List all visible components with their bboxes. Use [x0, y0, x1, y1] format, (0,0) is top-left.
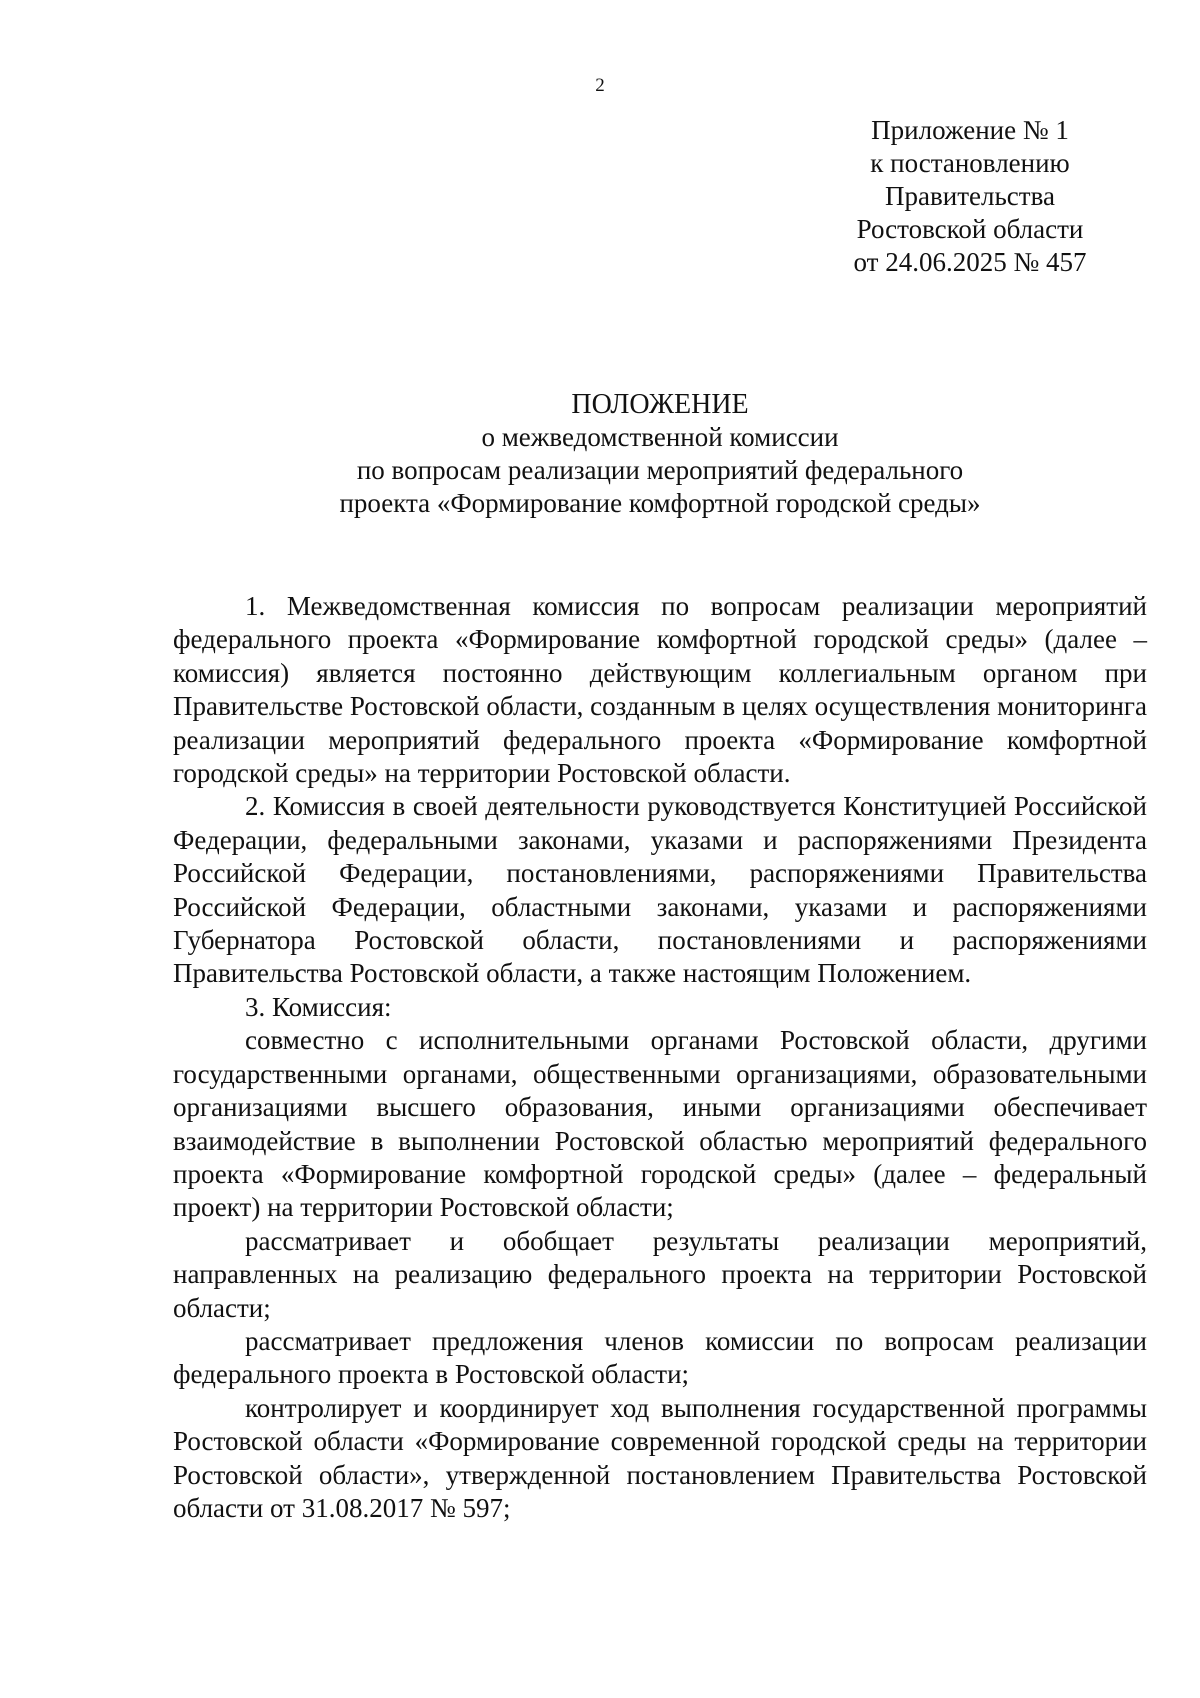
paragraph: 3. Комиссия:	[245, 991, 392, 1022]
document-subtitle-line: проекта «Формирование комфортной городской среды»	[339, 488, 981, 518]
appendix-line: Приложение № 1	[871, 115, 1069, 145]
paragraph: рассматривает и обобщает результаты реализации мероприятий, направленных на реализацию федерального проекта на территории Ростовской области;	[173, 1225, 1147, 1323]
document-title-block	[170, 388, 1150, 520]
paragraph: контролирует и координирует ход выполнения государственной программы Ростовской области «Формирование современной городской среды на территории Ростовской области», утвержденной постановлением Правительства Ростовской области от 31.08.2017 № 597;	[173, 1392, 1147, 1523]
appendix-line: Ростовской области	[856, 214, 1084, 244]
appendix-line: к постановлению	[870, 148, 1070, 178]
document-subtitle-line: по вопросам реализации мероприятий федерального	[356, 455, 964, 485]
paragraph: рассматривает предложения членов комиссии по вопросам реализации федерального проекта в Ростовской области;	[173, 1325, 1147, 1390]
page-number: 2	[595, 75, 605, 96]
document-subtitle-line: о межведомственной комиссии	[481, 422, 839, 452]
paragraph: 1. Межведомственная комиссия по вопросам реализации мероприятий федерального проекта «Формирование комфортной городской среды» (далее – комиссия) является постоянно действующим коллегиальным органом при Правительстве Ростовской области, созданным в целях осуществления мониторинга реализации мероприятий федерального проекта «Формирование комфортной городской среды» на территории Ростовской области.	[173, 591, 1147, 789]
document-title: ПОЛОЖЕНИЕ	[571, 389, 749, 420]
appendix-line: Правительства	[885, 181, 1055, 211]
paragraph: 2. Комиссия в своей деятельности руководствуется Конституцией Российской Федерации, федеральными законами, указами и распоряжениями Президента Российской Федерации, постановлениями, распоряжениями Правительства Российской Федерации, областными законами, указами и распоряжениями Губернатора Ростовской области, постановлениями и распоряжениями Правительства Ростовской области, а также настоящим Положением.	[173, 791, 1147, 989]
appendix-date-number: от 24.06.2025 № 457	[853, 247, 1087, 277]
document-body	[173, 590, 1147, 1525]
appendix-header	[830, 114, 1110, 279]
paragraph: совместно с исполнительными органами Ростовской области, другими государственными органами, общественными организациями, образовательными организациями высшего образования, иными организациями обеспечивает взаимодействие в выполнении Ростовской областью мероприятий федерального проекта «Формирование комфортной городской среды» (далее – федеральный проект) на территории Ростовской области;	[173, 1025, 1147, 1223]
